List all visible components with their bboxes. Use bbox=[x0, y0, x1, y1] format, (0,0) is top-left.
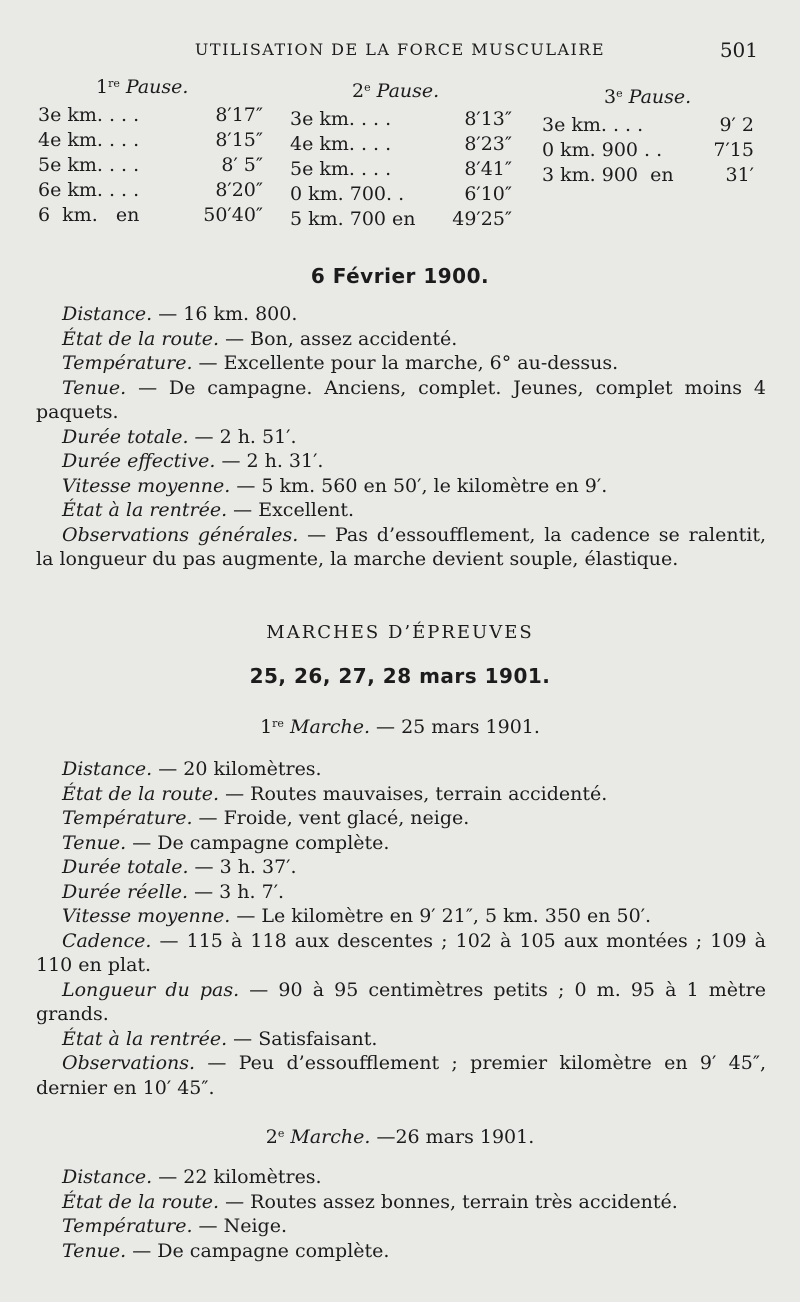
entry-route bbox=[36, 327, 766, 352]
entry-value: — 5 km. 560 en 50′, le kilomètre en 9′. bbox=[230, 474, 608, 497]
entry-duree-reelle bbox=[36, 880, 766, 905]
entry-duree-totale bbox=[36, 425, 766, 450]
pause-ordinal-suffix: e bbox=[616, 87, 623, 100]
pause-row bbox=[38, 104, 263, 129]
section-dates-heading: 25, 26, 27, 28 mars 1901. bbox=[249, 664, 551, 688]
pause-row bbox=[290, 208, 512, 233]
entry-label: Tenue. bbox=[62, 831, 127, 854]
page-number: 501 bbox=[719, 38, 758, 62]
pause-row-label: 5e km. . . . bbox=[38, 154, 140, 176]
entry-label: Durée totale. bbox=[62, 425, 189, 448]
entry-value: — Satisfaisant. bbox=[227, 1027, 378, 1050]
entry-label: Tenue. bbox=[62, 1239, 127, 1262]
pause-row-label: 6 km. en bbox=[38, 204, 140, 226]
entry-label: Observations générales. bbox=[62, 523, 299, 546]
pause-column-1 bbox=[38, 76, 263, 229]
entry-cadence bbox=[36, 929, 766, 978]
entry-label: Cadence. bbox=[62, 929, 152, 952]
pause-table bbox=[0, 76, 800, 246]
entry-label: Durée effective. bbox=[62, 450, 216, 472]
pause-row bbox=[290, 183, 512, 208]
entry-value: — 3 h. 7′. bbox=[188, 880, 285, 903]
entry-longueur-pas bbox=[36, 978, 766, 1027]
entry-value: — Excellente pour la marche, 6° au-dessus. bbox=[192, 352, 619, 374]
pause-column-2 bbox=[290, 76, 512, 233]
entry-distance bbox=[36, 757, 766, 782]
pause-row-time: 7′15 bbox=[713, 139, 754, 161]
entry-value: — Peu d’essoufflement ; premier kilomètre en 9′ 45″, dernier en 10′ 45″. bbox=[36, 1052, 766, 1099]
pause-ordinal: 3 bbox=[604, 86, 617, 108]
running-title: UTILISATION DE LA FORCE MUSCULAIRE bbox=[194, 40, 606, 59]
pause-row bbox=[542, 114, 754, 139]
entry-distance bbox=[36, 302, 766, 327]
entry-label: Tenue. bbox=[62, 376, 127, 399]
pause-row-label: 0 km. 700. . bbox=[290, 183, 405, 205]
running-head bbox=[0, 36, 800, 66]
entry-label: Température. bbox=[62, 807, 193, 829]
pause-ordinal: 1 bbox=[96, 76, 109, 98]
pause-row-time: 9′ 2 bbox=[719, 114, 754, 136]
entry-rentree bbox=[36, 1027, 766, 1052]
pause-row bbox=[290, 108, 512, 133]
entry-observations bbox=[36, 523, 766, 572]
entry-value: — Le kilomètre en 9′ 21″, 5 km. 350 en 50′. bbox=[230, 905, 652, 927]
entry-tenue bbox=[36, 376, 766, 425]
entry-value: — 2 h. 31′. bbox=[215, 450, 324, 472]
entry-value: — De campagne complète. bbox=[126, 831, 390, 854]
march-label: Marche. bbox=[289, 716, 371, 738]
pause-row bbox=[542, 139, 754, 164]
entry-label: État à la rentrée. bbox=[62, 1027, 228, 1050]
pause-title bbox=[38, 76, 263, 104]
entry-label: État de la route. bbox=[62, 782, 220, 805]
pause-row-time: 31′ bbox=[725, 164, 754, 186]
entry-duree-totale bbox=[36, 855, 766, 880]
pause-row-time: 8′20″ bbox=[215, 179, 263, 201]
march-ordinal: 1 bbox=[260, 716, 273, 738]
entry-value: — 16 km. 800. bbox=[152, 303, 298, 325]
march-ordinal-suffix: e bbox=[277, 1127, 285, 1140]
pause-label: Pause. bbox=[628, 86, 692, 108]
pause-row bbox=[542, 164, 754, 189]
entry-route bbox=[36, 1190, 766, 1215]
pause-row-label: 4e km. . . . bbox=[38, 129, 140, 151]
entry-vitesse bbox=[36, 474, 766, 499]
entry-value: — 90 à 95 centimètres petits ; 0 m. 95 à 1 mètre grands. bbox=[36, 978, 767, 1025]
entry-label: Distance. bbox=[62, 303, 153, 325]
entry-label: Durée totale. bbox=[62, 856, 189, 878]
entry-label: Durée réelle. bbox=[62, 880, 189, 903]
pause-label: Pause. bbox=[125, 76, 189, 98]
entry-value: — 22 kilomètres. bbox=[152, 1166, 322, 1188]
entry-temperature bbox=[36, 351, 766, 376]
pause-row-label: 4e km. . . . bbox=[290, 133, 392, 155]
march-ordinal-suffix: re bbox=[272, 717, 284, 730]
section1-entries bbox=[36, 302, 766, 572]
march-2-entries bbox=[36, 1165, 766, 1263]
entry-value: — 20 kilomètres. bbox=[152, 758, 322, 780]
pause-row-label: 3e km. . . . bbox=[542, 114, 644, 136]
march-label: Marche. bbox=[290, 1126, 371, 1148]
pause-row-time: 8′23″ bbox=[464, 133, 512, 155]
entry-value: — De campagne. Anciens, complet. Jeunes, complet moins 4 paquets. bbox=[36, 376, 766, 423]
entry-label: État de la route. bbox=[62, 1190, 220, 1213]
entry-duree-effective bbox=[36, 449, 766, 474]
entry-label: Vitesse moyenne. bbox=[62, 905, 231, 927]
entry-temperature bbox=[36, 1214, 766, 1239]
pause-row-label: 3 km. 900 en bbox=[542, 164, 674, 186]
entry-value: — Pas d’essoufflement, la cadence se ralentit, la longueur du pas augmente, la marche devient souple, élastique. bbox=[36, 523, 766, 570]
entry-value: — 115 à 118 aux descentes ; 102 à 105 aux montées ; 109 à 110 en plat. bbox=[36, 929, 766, 976]
entry-value: — Routes assez bonnes, terrain très accidenté. bbox=[219, 1190, 678, 1213]
pause-ordinal-suffix: re bbox=[108, 77, 120, 90]
pause-row-label: 3e km. . . . bbox=[290, 108, 392, 130]
entry-value: — Bon, assez accidenté. bbox=[219, 327, 458, 350]
pause-row bbox=[38, 129, 263, 154]
entry-route bbox=[36, 782, 766, 807]
section-title: MARCHES D’ÉPREUVES bbox=[266, 622, 534, 643]
march-1-heading bbox=[0, 716, 800, 738]
section-date-heading: 6 Février 1900. bbox=[310, 264, 490, 288]
pause-row-time: 8′41″ bbox=[464, 158, 512, 180]
march-1-entries bbox=[36, 757, 766, 1100]
entry-label: État de la route. bbox=[62, 327, 220, 350]
entry-value: — 3 h. 37′. bbox=[188, 856, 297, 878]
entry-tenue bbox=[36, 831, 766, 856]
entry-label: Observations. bbox=[62, 1052, 196, 1074]
pause-title bbox=[542, 76, 754, 114]
pause-row-time: 8′ 5″ bbox=[221, 154, 263, 176]
march-ordinal: 2 bbox=[265, 1126, 278, 1148]
entry-value: — De campagne complète. bbox=[126, 1239, 390, 1262]
pause-row-label: 3e km. . . . bbox=[38, 104, 140, 126]
pause-label: Pause. bbox=[376, 80, 440, 102]
pause-row-time: 49′25″ bbox=[452, 208, 512, 230]
pause-row bbox=[38, 154, 263, 179]
entry-label: Distance. bbox=[62, 758, 153, 780]
entry-label: Distance. bbox=[62, 1166, 153, 1188]
pause-ordinal: 2 bbox=[352, 80, 365, 102]
entry-value: — Froide, vent glacé, neige. bbox=[192, 807, 470, 829]
pause-row bbox=[38, 204, 263, 229]
march-date: —26 mars 1901. bbox=[370, 1126, 535, 1148]
pause-row bbox=[290, 133, 512, 158]
pause-row-time: 8′13″ bbox=[464, 108, 512, 130]
entry-vitesse bbox=[36, 904, 766, 929]
entry-label: Vitesse moyenne. bbox=[62, 474, 231, 497]
entry-observations bbox=[36, 1051, 766, 1100]
pause-row-time: 50′40″ bbox=[203, 204, 263, 226]
pause-row-label: 0 km. 900 . . bbox=[542, 139, 663, 161]
pause-row-label: 5e km. . . . bbox=[290, 158, 392, 180]
pause-row-label: 6e km. . . . bbox=[38, 179, 140, 201]
march-date: — 25 mars 1901. bbox=[370, 716, 540, 738]
entry-tenue bbox=[36, 1239, 766, 1264]
pause-row-time: 8′15″ bbox=[215, 129, 263, 151]
entry-value: — Routes mauvaises, terrain accidenté. bbox=[219, 782, 608, 805]
pause-row-label: 5 km. 700 en bbox=[290, 208, 416, 230]
entry-temperature bbox=[36, 806, 766, 831]
entry-label: État à la rentrée. bbox=[62, 499, 228, 521]
pause-row bbox=[290, 158, 512, 183]
entry-value: — Excellent. bbox=[227, 499, 354, 521]
entry-label: Température. bbox=[62, 352, 193, 374]
entry-value: — 2 h. 51′. bbox=[188, 425, 297, 448]
pause-column-3 bbox=[542, 76, 754, 189]
entry-label: Longueur du pas. bbox=[62, 978, 240, 1001]
pause-row-time: 8′17″ bbox=[215, 104, 263, 126]
pause-row-time: 6′10″ bbox=[464, 183, 512, 205]
entry-distance bbox=[36, 1165, 766, 1190]
entry-label: Température. bbox=[62, 1215, 193, 1237]
march-2-heading bbox=[0, 1126, 800, 1148]
entry-rentree bbox=[36, 498, 766, 523]
pause-ordinal-suffix: e bbox=[364, 81, 371, 94]
pause-title bbox=[290, 76, 512, 108]
entry-value: — Neige. bbox=[192, 1215, 287, 1237]
pause-row bbox=[38, 179, 263, 204]
